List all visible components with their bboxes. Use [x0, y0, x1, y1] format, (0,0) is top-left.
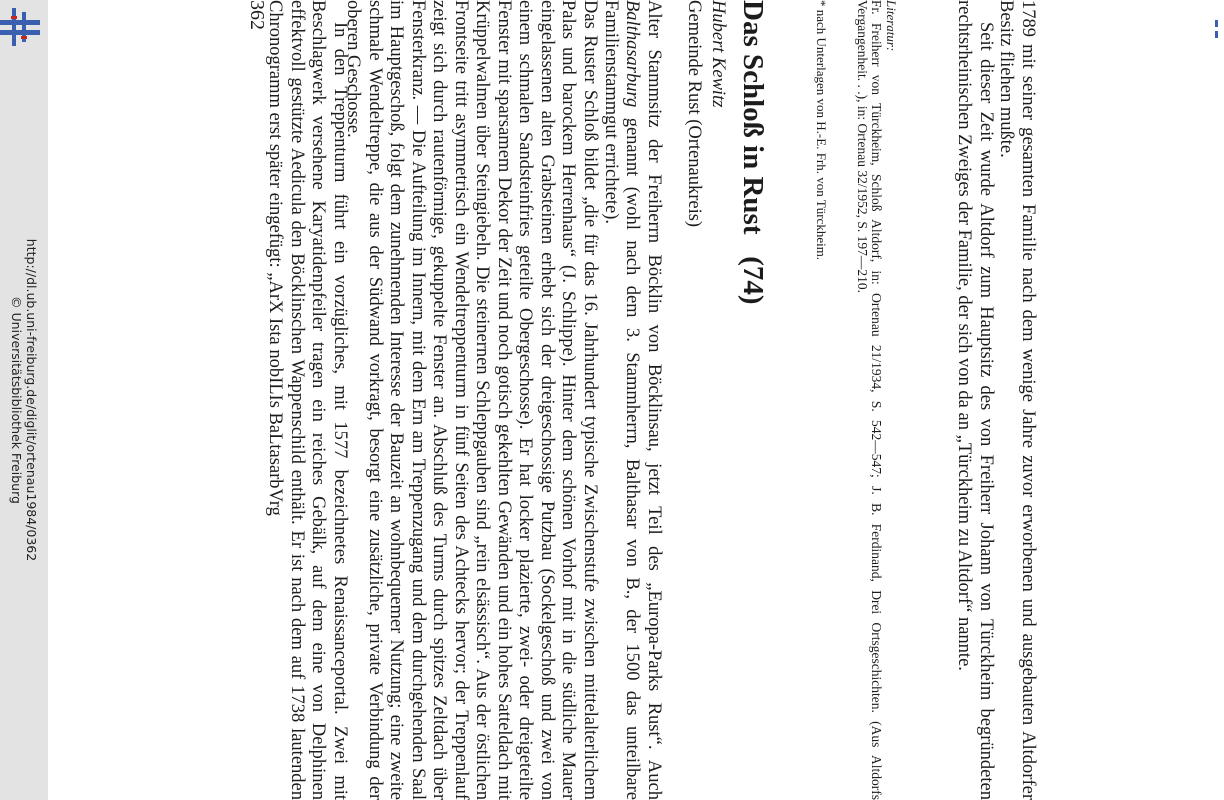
page-number: 362: [246, 0, 268, 30]
article-subtitle: Gemeinde Rust (Ortenaukreis): [684, 0, 704, 228]
paragraph-description: Das Ruster Schloß bildet „die für das 16. Jahrhundert typische Zwischenstufe zwischen mittelalterlichem Palas und barockem Herrenhaus“ (J. Schlippe). Hinter dem schönen Vorhof mit in die südliche Mauer eingelassenen alten Grabsteinen erhebt sich der dreigeschossige Putzbau (Sockelgeschoß und zwei von einem schmalen Sandsteinfries geteilte Obergeschosse). Er hat locker plazierte, zwei- oder dreigeteilte Fenster mit sparsamem Dekor der Zeit und noch gotisch gekehlten Gewänden und ein hohes Satteldach mit Krüppelwalmen über Steingiebeln. Die steinernen Schleppgauben sind „rein elsässisch“. Aus der östlichen Frontseite tritt asymmetrisch ein Wendeltreppenturm in fünf Seiten des Achtecks hervor; der Treppenlauf zeigt sich durch rautenförmige, gekuppelte Fenster an. Abschluß des Turms durch spitzes Zeltdach über Fensterkranz. — Die Aufteilung im Innern, mit dem Ern am Treppenzugang und dem durchgehenden Saal im Hauptgeschoß, folgt dem zunehmenden Interesse der Bauzeit an wohnbequemer Nutzung; eine zweite schmale Wendeltreppe, die aus der Südwand vorkragt, besorgt eine zusätzliche, private Verbindung der oberen Geschosse.: [343, 0, 600, 800]
intro-text-b: genannt (wohl nach dem 3. Stammherrn, Balthasar von B., der 1500 das unteilbare Familienstammgut errichtete).: [601, 0, 643, 800]
scanned-page: [135, 0, 1135, 800]
intro-text-a: Alter Stammsitz der Freiherrn Böcklin von Böcklinsau, jetzt Teil des „Europa-Parks Rust“. Auch: [644, 0, 664, 800]
literature-heading: Literatur:: [884, 0, 899, 52]
page-edge-marker-icon: [1214, 20, 1220, 40]
paragraph-intro: [600, 0, 665, 800]
footnote: * nach Unterlagen von H.-E. Frh. von Türckheim.: [814, 0, 829, 261]
footer-url: http://dl.ub.uni-freiburg.de/diglit/ortenau1984/0362: [24, 238, 39, 562]
paragraph-altdorf: Seit dieser Zeit wurde Altdorf zum Hauptsitz des von Freiherr Johann von Türckheim begründeten rechtsrheinischen Zweiges der Familie, der sich von da an „Türckheim zu Altdorf“ nannte.: [954, 0, 996, 800]
literature-text: Fr. Freiherr von Türckheim, Schloß Altdorf, in: Ortenau 21/1934, S. 542—547; J. B. Ferdinand, Drei Ortsgeschichten. (Aus Altdorfs Vergangenheit. . .), in: Ortenau 32/1952, S. 197—210.: [855, 0, 884, 800]
viewer-footer: [9, 0, 39, 800]
paragraph-top: 1789 mit seiner gesamten Familie nach dem wenige Jahre zuvor erworbenen und ausgebauten Altdorfer Besitz fliehen mußte.: [996, 0, 1038, 800]
article-title: Das Schloß in Rust (74): [737, 0, 769, 305]
paragraph-portal: In den Treppenturm führt ein vorzügliches, mit 1577 bezeichnetes Renaissanceportal. Zwei mit Beschlagwerk versehene Karyatidenpfeiler tragen ein reiches Gebälk, auf dem eine von Delphinen effektvoll gestützte Aedicula den Böcklinschen Wappenschild enthält. Er ist nach dem auf 1738 lautenden Chronogramm erst später eingefügt: „ArX Ista nobILIs BaLtasarbVrg: [265, 0, 350, 800]
intro-italic-name: Balthasarburg: [622, 0, 643, 108]
article-author: Hubert Kewitz: [708, 0, 728, 108]
footer-copyright: © Universitätsbibliothek Freiburg: [9, 296, 24, 504]
